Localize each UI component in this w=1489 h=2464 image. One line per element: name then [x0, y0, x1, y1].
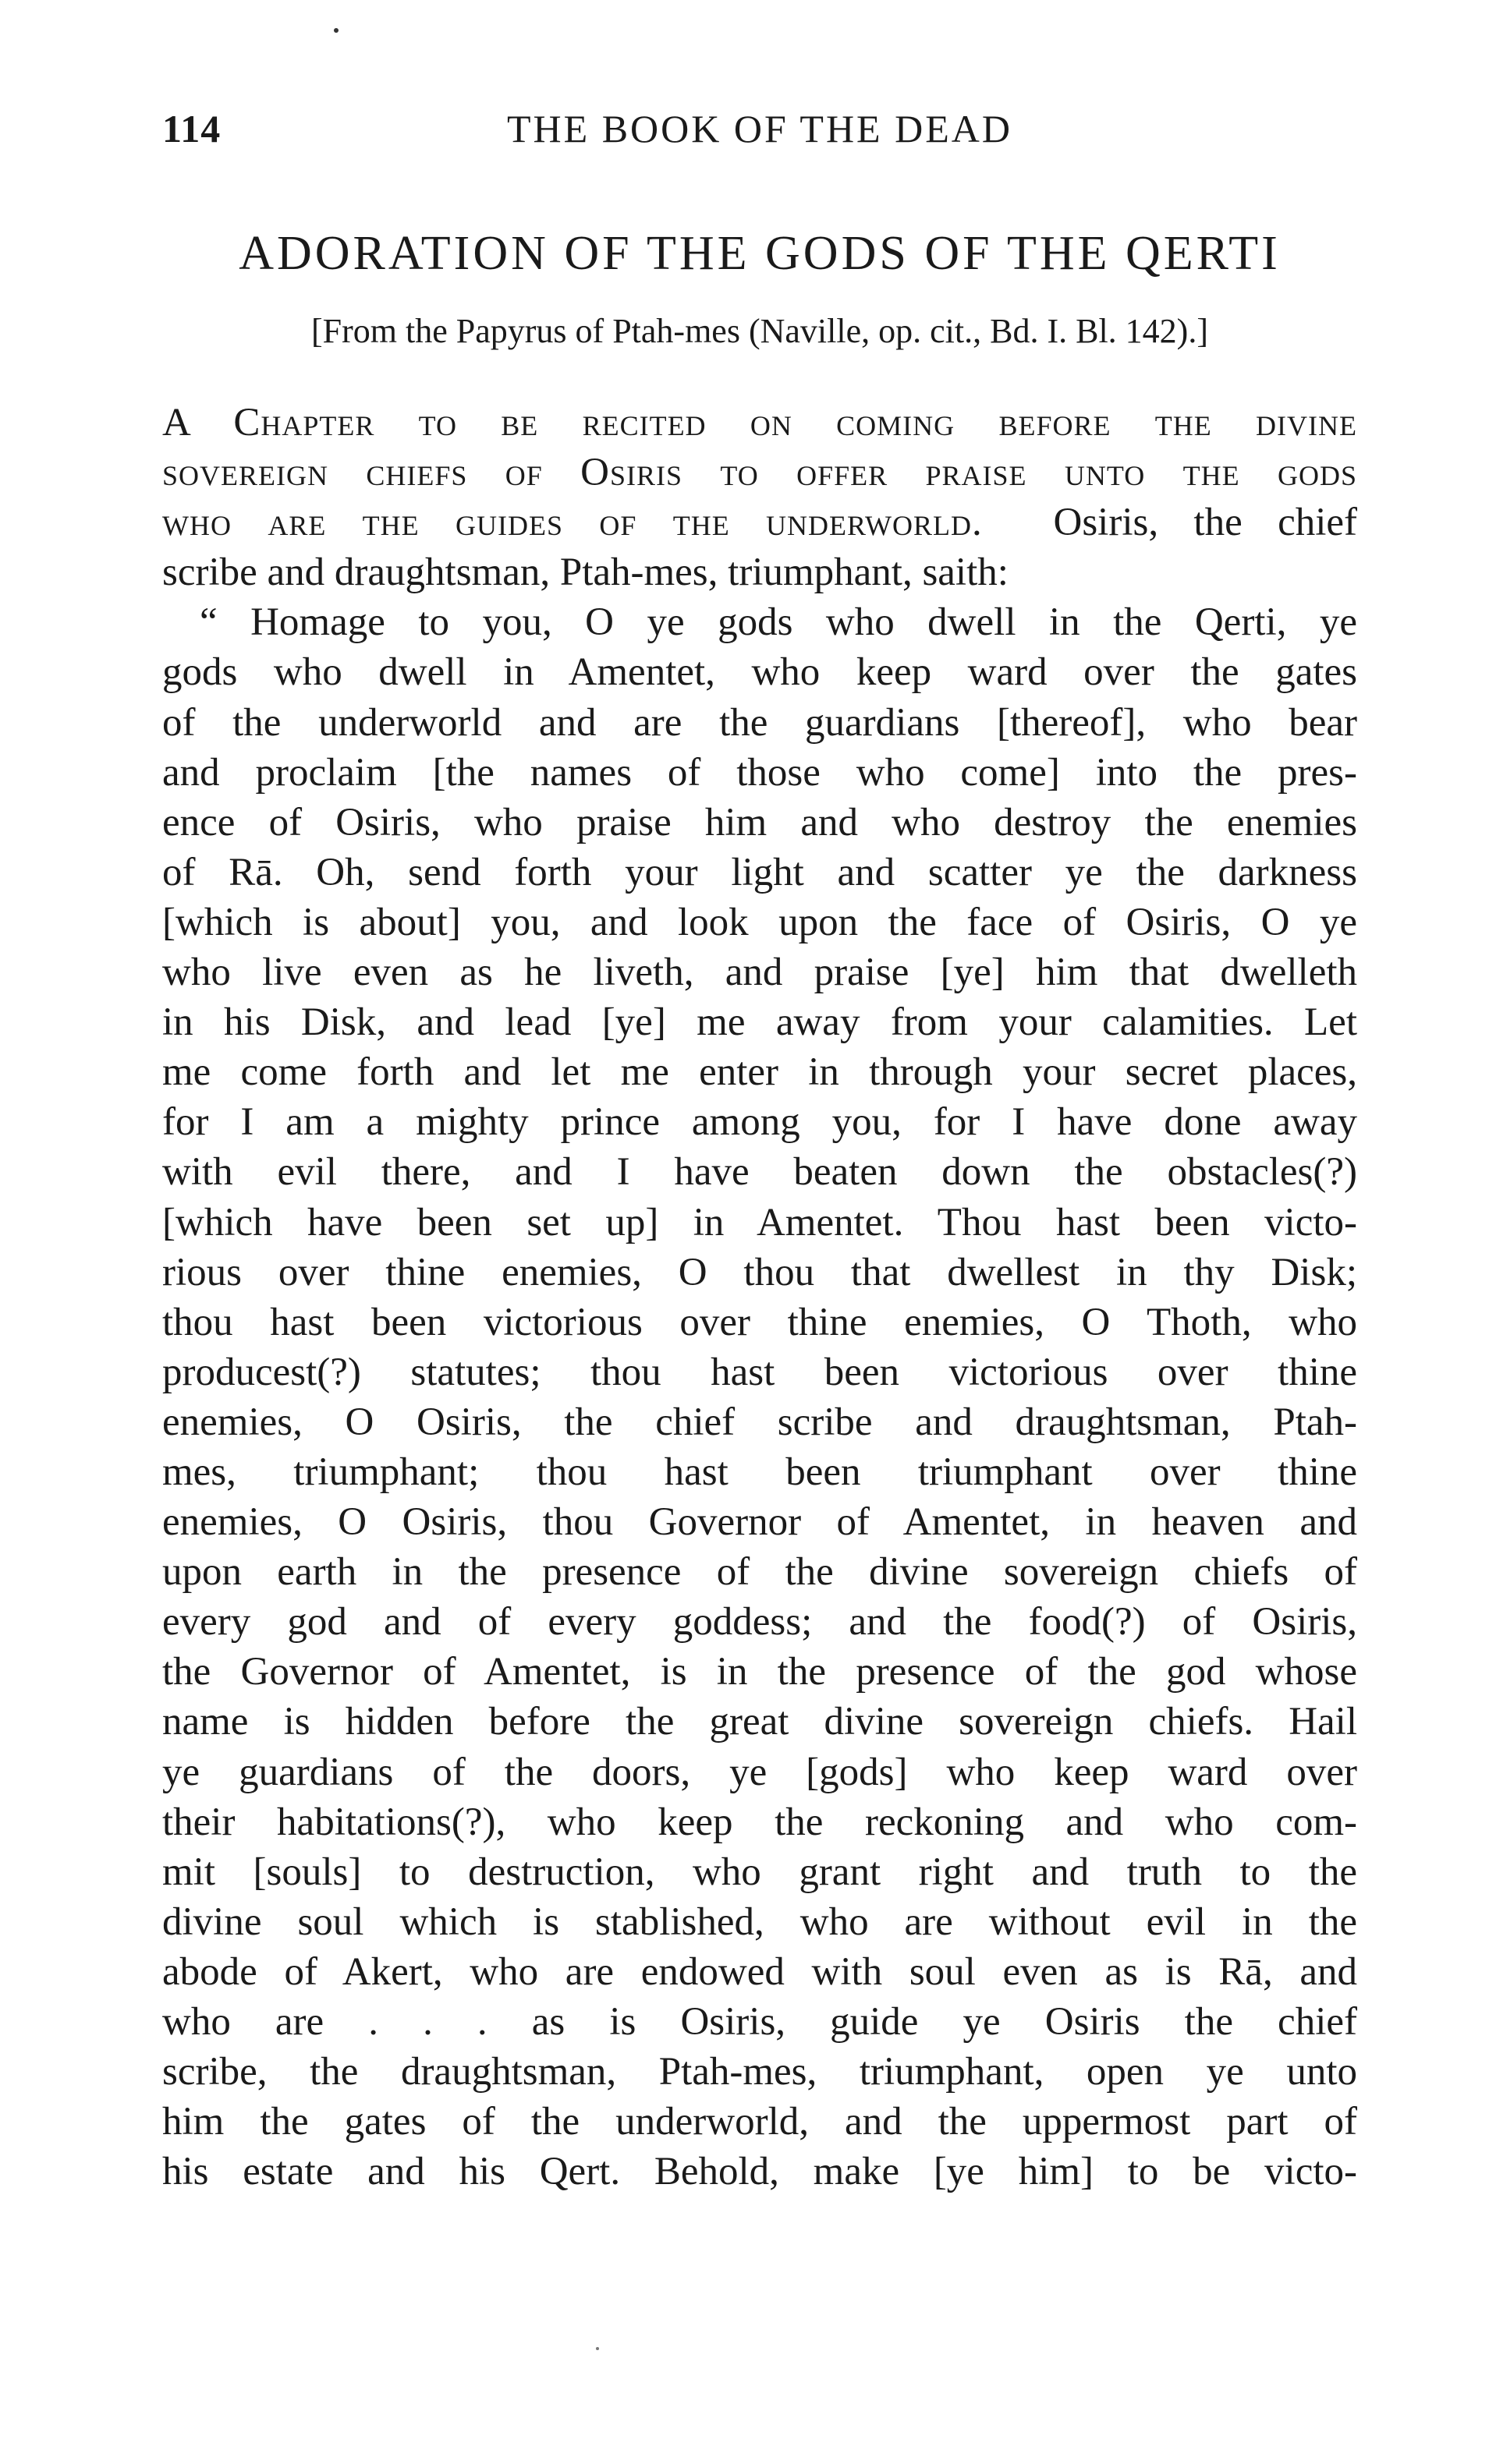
text-line: and proclaim [the names of those who come] into the pres- — [162, 750, 1357, 795]
page-number: 114 — [162, 107, 222, 150]
text-fragment: Osiris, the chief — [1053, 501, 1357, 545]
ink-speck — [334, 28, 339, 33]
text-line: gods who dwell in Amentet, who keep ward over the gates — [162, 650, 1357, 695]
text-line: scribe and draughtsman, Ptah-mes, triumphant, saith: — [162, 551, 1009, 595]
text-line: divine soul which is stablished, who are without evil in the — [162, 1899, 1357, 1944]
text-line: upon earth in the presence of the divine sovereign chiefs of — [162, 1550, 1357, 1595]
rubric-line: who are the guides of the underworld. — [162, 501, 983, 545]
text-line: every god and of every goddess; and the food(?) of Osiris, — [162, 1600, 1357, 1644]
text-line: producest(?) statutes; thou hast been victorious over thine — [162, 1350, 1357, 1394]
book-page — [162, 0, 1357, 2464]
text-line: the Governor of Amentet, is in the presence of the god whose — [162, 1650, 1357, 1694]
text-line: in his Disk, and lead [ye] me away from your calamities. Let — [162, 1000, 1357, 1045]
text-line: who are . . . as is Osiris, guide ye Osiris the chief — [162, 2000, 1357, 2044]
text-line: their habitations(?), who keep the reckoning and who com- — [162, 1800, 1357, 1844]
text-line: scribe, the draughtsman, Ptah-mes, triumphant, open ye unto — [162, 2050, 1357, 2094]
text-line: abode of Akert, who are endowed with soul even as is Rā, and — [162, 1949, 1357, 1994]
source-note: [From the Papyrus of Ptah-mes (Naville, op. cit., Bd. I. Bl. 142).] — [311, 312, 1208, 350]
text-line: with evil there, and I have beaten down the obstacles(?) — [162, 1150, 1357, 1195]
running-head — [162, 101, 1357, 156]
text-line: rious over thine enemies, O thou that dwellest in thy Disk; — [162, 1250, 1357, 1294]
body-text — [162, 398, 1357, 2197]
text-line: of Rā. Oh, send forth your light and scatter ye the darkness — [162, 850, 1357, 894]
text-line: “ Homage to you, O ye gods who dwell in the Qerti, ye — [200, 600, 1357, 645]
text-line: ye guardians of the doors, ye [gods] who keep ward over — [162, 1750, 1357, 1794]
text-line: thou hast been victorious over thine enemies, O Thoth, who — [162, 1300, 1357, 1344]
ink-speck — [596, 2347, 599, 2350]
text-line: [which have been set up] in Amentet. Thou hast been victo- — [162, 1200, 1357, 1244]
text-line — [162, 497, 1357, 547]
text-line: his estate and his Qert. Behold, make [ye him] to be victo- — [162, 2150, 1357, 2194]
text-line: for I am a mighty prince among you, for I have done away — [162, 1100, 1357, 1145]
chapter-title: ADORATION OF THE GODS OF THE QERTI — [239, 227, 1281, 280]
text-line: [which is about] you, and look upon the face of Osiris, O ye — [162, 900, 1357, 944]
text-line: who live even as he liveth, and praise [ye] him that dwelleth — [162, 951, 1357, 995]
rubric-line: sovereign chiefs of Osiris to offer praise unto the gods — [162, 451, 1357, 495]
text-line: enemies, O Osiris, the chief scribe and draughtsman, Ptah- — [162, 1400, 1357, 1444]
rubric-line: A Chapter to be recited on coming before the divine — [162, 401, 1357, 444]
text-line: ence of Osiris, who praise him and who destroy the enemies — [162, 800, 1357, 844]
text-line: mit [souls] to destruction, who grant right and truth to the — [162, 1850, 1357, 1894]
running-title: THE BOOK OF THE DEAD — [507, 107, 1012, 150]
text-line: name is hidden before the great divine sovereign chiefs. Hail — [162, 1700, 1357, 1744]
text-line: mes, triumphant; thou hast been triumphant over thine — [162, 1450, 1357, 1494]
text-line: of the underworld and are the guardians [thereof], who bear — [162, 700, 1357, 745]
text-line: him the gates of the underworld, and the uppermost part of — [162, 2100, 1357, 2144]
text-line: me come forth and let me enter in through your secret places, — [162, 1050, 1357, 1095]
text-line: enemies, O Osiris, thou Governor of Amentet, in heaven and — [162, 1500, 1357, 1545]
